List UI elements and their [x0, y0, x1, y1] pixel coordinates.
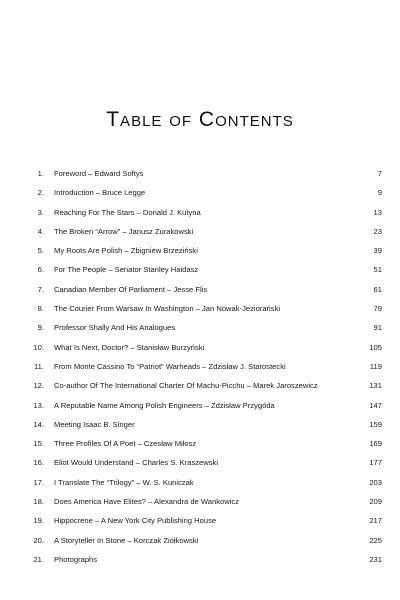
toc-entry-page: 119 — [369, 361, 382, 371]
toc-entry-number: 16. — [33, 458, 44, 468]
toc-entry-number: 14. — [33, 419, 44, 429]
toc-entry — [22, 473, 382, 492]
toc-entry-page: 9 — [377, 188, 382, 198]
toc-entry-title: Three Profiles Of A Poet – Czesław Miłosz — [54, 439, 197, 449]
toc-entry-title: Hippocrene – A New York City Publishing House — [54, 516, 217, 526]
toc-entry — [22, 222, 382, 241]
toc-entry-title: Canadian Member Of Parliament – Jesse Flis — [54, 284, 208, 294]
toc-entry — [22, 164, 382, 183]
toc-entry-page: 231 — [369, 554, 382, 564]
toc-entry-number: 1. — [37, 169, 44, 178]
toc-entry-title: For The People – Senator Stanley Haidasz — [54, 265, 199, 275]
toc-entry-title: Introduction – Bruce Legge — [54, 188, 146, 198]
toc-entry-number: 5. — [37, 246, 44, 256]
toc-entry — [22, 280, 382, 299]
toc-entry-number: 7. — [37, 284, 44, 294]
toc-entry-title: From Monte Cassino To “Patriot” Warheads – Zdzisław J. Starostecki — [54, 361, 286, 371]
toc-entry — [22, 183, 382, 202]
toc-entry-page: 105 — [369, 342, 382, 352]
toc-entry-title: Co-author Of The International Charter Of Machu-Picchu – Marek Jaroszewicz — [54, 381, 318, 391]
toc-entry — [22, 396, 382, 415]
toc-entry-number: 11. — [34, 361, 44, 371]
toc-entry-title: I Translate The “Trilogy” – W. S. Kuniczak — [54, 477, 194, 487]
toc-entry-title: Professor Shally And His Analogues — [54, 323, 176, 333]
toc-entry-page: 13 — [373, 207, 382, 217]
toc-entry-page: 203 — [369, 477, 382, 487]
toc-entry-title: Foreword – Edward Softys — [54, 169, 144, 178]
toc-entry-number: 21. — [33, 554, 44, 564]
toc-entry-number: 3. — [37, 207, 44, 217]
toc-entry-page: 169 — [369, 439, 382, 449]
toc-entry-number: 12. — [33, 381, 44, 391]
toc-entry-title: What Is Next, Doctor? – Stanisław Burzyński — [54, 342, 205, 352]
toc-entry — [22, 299, 382, 318]
toc-entry-page: 23 — [373, 226, 382, 236]
toc-entry — [22, 241, 382, 260]
toc-entry-number: 10. — [33, 342, 44, 352]
toc-entry — [22, 338, 382, 357]
toc-entry-number: 17. — [33, 477, 44, 487]
toc-entry-title: My Roots Are Polish – Zbigniew Brzeziński — [54, 246, 198, 256]
toc-entry-number: 2. — [37, 188, 44, 198]
toc-entry-page: 147 — [369, 400, 382, 410]
toc-entry-page: 177 — [369, 458, 382, 468]
toc-entry-page: 217 — [369, 516, 382, 526]
toc-entry-title: Meeting Isaac B. Singer — [54, 419, 135, 429]
toc-entry-title: A Storyteller In Stone – Korczak Ziółkowski — [54, 535, 199, 545]
toc-entry — [22, 318, 382, 337]
toc-entry-page: 225 — [369, 535, 382, 545]
page-title: Table of Contents — [106, 108, 294, 131]
toc-entry-title: The Broken “Arrow” – Janusz Zurakowski — [54, 226, 194, 236]
toc-entry — [22, 357, 382, 376]
toc-entry — [22, 376, 382, 395]
toc-entry-page: 51 — [373, 265, 382, 275]
toc-entry-number: 4. — [37, 226, 44, 236]
toc-entry-number: 20. — [33, 535, 44, 545]
toc-entry-number: 6. — [37, 265, 44, 275]
toc-entry-number: 18. — [33, 497, 44, 507]
toc-entry — [22, 492, 382, 511]
toc-entry-title: Photographs — [54, 554, 98, 564]
toc-entry — [22, 434, 382, 453]
toc-entry-page: 7 — [377, 169, 382, 178]
toc-entry-page: 61 — [373, 284, 382, 294]
toc-entry-title: Eliot Would Understand – Charles S. Kraszewski — [54, 458, 219, 468]
toc-entry-page: 131 — [369, 381, 382, 391]
toc-entry — [22, 260, 382, 279]
toc-entry-number: 13. — [33, 400, 44, 410]
toc-entry — [22, 531, 382, 550]
toc-entry-number: 15. — [33, 439, 44, 449]
toc-entry-title: A Reputable Name Among Polish Engineers – Zdzisław Przygóda — [54, 400, 275, 410]
toc-entry-title: Does America Have Elites? – Alexandra de Wankowicz — [54, 497, 240, 507]
toc-entry-page: 39 — [373, 246, 382, 256]
toc-entry — [22, 550, 382, 569]
toc-entry-number: 19. — [33, 516, 44, 526]
toc-entry-number: 8. — [37, 304, 44, 314]
toc-entry — [22, 415, 382, 434]
toc-entry-number: 9. — [37, 323, 44, 333]
toc-entry — [22, 511, 382, 530]
table-of-contents — [22, 164, 382, 569]
toc-entry-title: The Courier From Warsaw In Washington – Jan Nowak-Jeziorański — [54, 304, 281, 314]
toc-entry-title: Reaching For The Stars – Donald J. Kutyna — [54, 207, 201, 217]
toc-entry-page: 91 — [373, 323, 382, 333]
toc-entry-page: 209 — [369, 497, 382, 507]
toc-entry — [22, 203, 382, 222]
toc-entry — [22, 453, 382, 472]
toc-entry-page: 79 — [373, 304, 382, 314]
toc-entry-page: 159 — [369, 419, 382, 429]
